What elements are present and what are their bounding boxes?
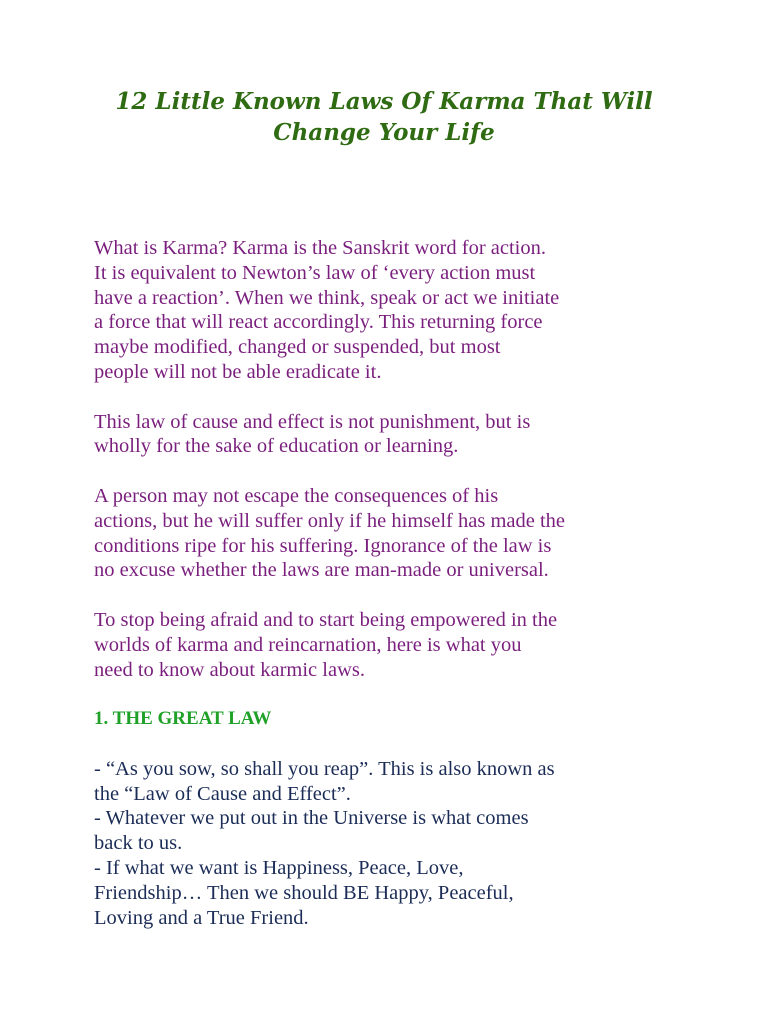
empowerment-paragraph: [94, 608, 754, 682]
text-line: need to know about karmic laws.: [94, 658, 365, 681]
title-line: Change Your Life: [273, 119, 495, 146]
document-body: [94, 236, 754, 930]
text-line: maybe modified, changed or suspended, but most: [94, 336, 501, 359]
consequences-paragraph: [94, 484, 754, 583]
paragraph-gap: [94, 459, 754, 484]
text-line: A person may not escape the consequences of his: [94, 484, 499, 507]
text-line: This law of cause and effect is not punishment, but is: [94, 410, 531, 433]
paragraph-gap: [94, 583, 754, 608]
text-line: actions, but he will suffer only if he himself has made the: [94, 509, 566, 532]
paragraph-gap: [94, 732, 754, 757]
text-line: It is equivalent to Newton’s law of ‘every action must: [94, 261, 536, 284]
text-line: What is Karma? Karma is the Sanskrit word for action.: [94, 237, 547, 259]
section-heading: 1. THE GREAT LAW: [94, 708, 272, 730]
text-line: wholly for the sake of education or learning.: [94, 435, 459, 458]
great-law-points: [94, 757, 754, 931]
text-line: To stop being afraid and to start being empowered in the: [94, 608, 558, 631]
text-line: - “As you sow, so shall you reap”. This is also known as: [94, 757, 555, 780]
text-line: people will not be able eradicate it.: [94, 360, 382, 383]
text-line: - Whatever we put out in the Universe is what comes: [94, 807, 529, 830]
title-line: 12 Little Known Laws Of Karma That Will: [115, 88, 653, 115]
text-line: conditions ripe for his suffering. Ignorance of the law is: [94, 534, 552, 557]
text-line: no excuse whether the laws are man-made or universal.: [94, 559, 549, 582]
text-line: a force that will react accordingly. This returning force: [94, 311, 543, 334]
cause-effect-paragraph: [94, 410, 754, 460]
text-line: have a reaction’. When we think, speak or act we initiate: [94, 286, 560, 309]
text-line: Friendship… Then we should BE Happy, Peaceful,: [94, 881, 514, 904]
text-line: - If what we want is Happiness, Peace, Love,: [94, 856, 464, 879]
text-line: the “Law of Cause and Effect”.: [94, 782, 351, 805]
text-line: back to us.: [94, 832, 183, 855]
paragraph-gap: [94, 385, 754, 410]
document-title: [60, 86, 708, 148]
text-line: worlds of karma and reincarnation, here is what you: [94, 633, 522, 656]
text-line: Loving and a True Friend.: [94, 906, 309, 929]
intro-paragraph: [94, 236, 754, 385]
paragraph-gap: [94, 682, 754, 707]
